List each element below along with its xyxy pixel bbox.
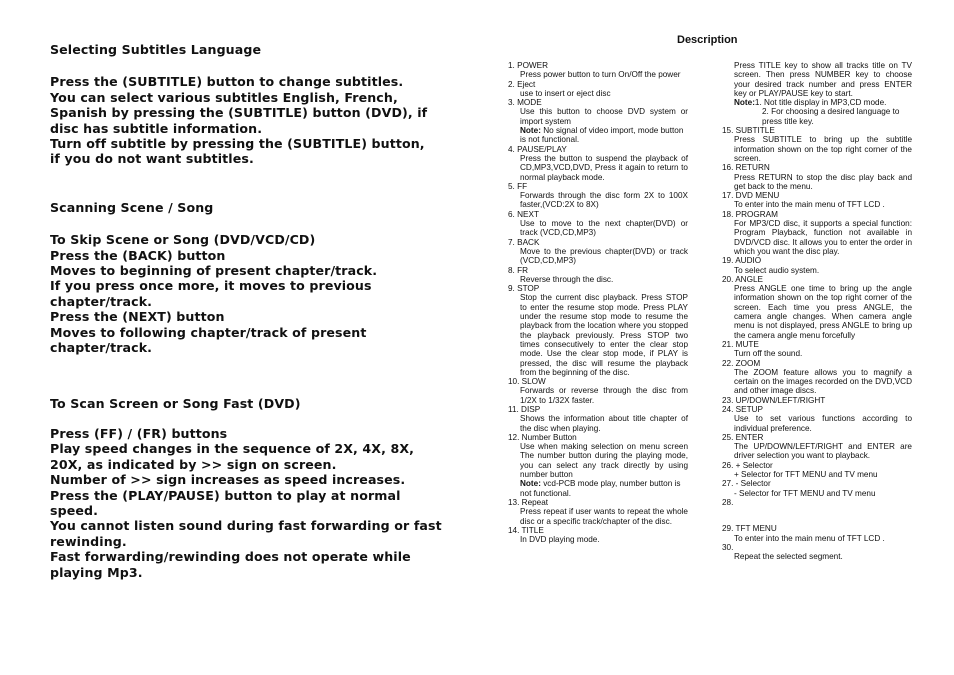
description-item	[722, 396, 912, 405]
description-item	[722, 498, 912, 507]
item-body: Turn off the sound.	[734, 349, 803, 359]
note-text: No signal of video import, mode button is not functional.	[520, 126, 684, 145]
item-heading: 10. SLOW	[508, 377, 546, 387]
note-text: vcd-PCB mode play, number button is not functional.	[520, 479, 681, 498]
item-body: Press power button to turn On/Off the power	[520, 70, 681, 80]
text-line: Press (FF) / (FR) buttons	[50, 425, 228, 441]
item-heading: 6. NEXT	[508, 209, 539, 219]
text-line: playing Mp3.	[50, 564, 143, 580]
description-title: Description	[677, 34, 738, 46]
description-item	[508, 405, 688, 433]
description-item	[722, 461, 912, 480]
item-note	[508, 126, 688, 145]
description-item	[722, 191, 912, 210]
item-body: - Selector for TFT MENU and TV menu	[734, 488, 876, 498]
item-heading: 18. PROGRAM	[722, 209, 778, 219]
item-body: Use to move to the next chapter(DVD) or track (VCD,CD,MP3)	[520, 219, 688, 238]
description-item	[508, 377, 688, 405]
text-line: Number of >> sign increases as speed increases.	[50, 472, 406, 488]
item-heading: 19. AUDIO	[722, 256, 762, 266]
item-heading: 23. UP/DOWN/LEFT/RIGHT	[722, 395, 826, 405]
description-column-2	[722, 61, 912, 561]
description-item	[722, 61, 912, 126]
item-body: Press ANGLE one time to bring up the angle information shown on the top right corner of the screen. Each time you press ANGLE, the camera angle changes. When camera angle menu is not displayed, press ANGLE to bring up the camera angle menu forcefully	[734, 284, 912, 340]
item-body: To select audio system.	[734, 265, 820, 275]
item-heading: 21. MUTE	[722, 339, 759, 349]
description-item	[508, 433, 688, 498]
description-item	[508, 526, 688, 545]
heading-subtitles: Selecting Subtitles Language	[50, 42, 262, 57]
note-text: 1. Not title display in MP3,CD mode.	[754, 98, 887, 108]
description-item	[722, 543, 912, 562]
text-line: chapter/track.	[50, 293, 153, 309]
scan-fast-paragraph	[50, 426, 450, 580]
description-item	[722, 126, 912, 163]
text-line: Press the (BACK) button	[50, 247, 226, 263]
item-heading: 30.	[722, 542, 734, 552]
text-line: rewinding.	[50, 533, 127, 549]
item-heading: 13. Repeat	[508, 497, 549, 507]
item-body: Press the button to suspend the playback of CD,MP3,VCD,DVD, Press it again to return to normal playback mode.	[520, 153, 688, 182]
item-body: use to insert or eject disc	[520, 88, 611, 98]
text-line: Play speed changes in the sequence of 2X, 4X, 8X,	[50, 441, 415, 457]
heading-scanning: Scanning Scene / Song	[50, 199, 214, 215]
item-heading: 29. TFT MENU	[722, 524, 777, 534]
item-body: Use to set various functions according to individual preference.	[734, 414, 912, 433]
item-body: Use this button to choose DVD system or import system	[520, 107, 688, 126]
description-item	[722, 275, 912, 340]
item-body: For MP3/CD disc, it supports a special function: Program Playback, function not available in DVD/VCD disc. It allows you to enter the order in which you want the disc play.	[734, 219, 912, 256]
skip-paragraph	[50, 248, 450, 356]
item-body: To enter into the main menu of TFT LCD .	[734, 533, 885, 543]
text-line: disc has subtitle information.	[50, 120, 263, 136]
text-line: If you press once more, it moves to previous	[50, 278, 372, 294]
text-line: Turn off subtitle by pressing the (SUBTITLE) button,	[50, 136, 425, 152]
item-heading: 14. TITLE	[508, 525, 544, 535]
text-line: Moves to beginning of present chapter/track.	[50, 263, 378, 279]
note-label: Note:	[520, 126, 541, 136]
item-heading: 7. BACK	[508, 237, 540, 247]
description-item	[508, 238, 688, 266]
item-body: To enter into the main menu of TFT LCD .	[734, 200, 885, 210]
text-line: You can select various subtitles English, French,	[50, 89, 398, 105]
text-line: Fast forwarding/rewinding does not operate while	[50, 549, 411, 565]
item-heading: 2. Eject	[508, 79, 536, 89]
text-line: Moves to following chapter/track of present	[50, 324, 367, 340]
item-heading: 12. Number Button	[508, 432, 577, 442]
text-line: You cannot listen sound during fast forwarding or fast	[50, 518, 442, 534]
item-heading: 24. SETUP	[722, 404, 763, 414]
item-note-2: 2. For choosing a desired language to press title key.	[762, 107, 900, 126]
description-item	[722, 479, 912, 498]
item-body: Reverse through the disc.	[520, 274, 614, 284]
item-body: Shows the information about title chapter of the disc when playing.	[520, 414, 688, 433]
description-item	[508, 210, 688, 238]
description-item	[508, 498, 688, 526]
item-note	[508, 479, 688, 498]
text-line: Press the (NEXT) button	[50, 309, 225, 325]
description-item	[722, 433, 912, 461]
item-heading: 9. STOP	[508, 284, 540, 294]
item-body: Press SUBTITLE to bring up the subtitle information shown on the top right corner of the screen.	[734, 135, 912, 163]
description-item	[722, 405, 912, 433]
description-item	[508, 284, 688, 377]
description-item	[722, 524, 912, 543]
description-item	[508, 80, 688, 99]
description-item	[722, 163, 912, 191]
item-heading: 4. PAUSE/PLAY	[508, 144, 567, 154]
text-line: Press the (SUBTITLE) button to change subtitles.	[50, 74, 404, 90]
item-heading: 11. DISP	[508, 404, 541, 414]
subtitles-paragraph	[50, 74, 450, 166]
description-item	[722, 340, 912, 359]
item-body: The ZOOM feature allows you to magnify a certain on the images recorded on the DVD,VCD and other image discs.	[734, 367, 912, 396]
item-note	[722, 98, 912, 107]
item-heading: 5. FF	[508, 181, 528, 191]
item-heading: 15. SUBTITLE	[722, 126, 775, 136]
description-item	[508, 61, 688, 80]
item-heading: 20. ANGLE	[722, 274, 763, 284]
item-body: + Selector for TFT MENU and TV menu	[734, 470, 878, 480]
item-body: Repeat the selected segment.	[734, 552, 843, 562]
item-body: Forwards through the disc form 2X to 100X faster,(VCD:2X to 8X)	[520, 191, 688, 210]
item-body: Press RETURN to stop the disc play back and get back to the menu.	[734, 172, 912, 191]
item-heading: 25. ENTER	[722, 432, 764, 442]
item-heading: 27. - Selector	[722, 479, 771, 489]
left-page	[50, 42, 450, 580]
item-heading: 8. FR	[508, 265, 529, 275]
description-item	[722, 210, 912, 256]
item-heading: 17. DVD MENU	[722, 191, 780, 201]
description-item	[722, 359, 912, 396]
item-body: The UP/DOWN/LEFT/RIGHT and ENTER are driver selection you want to playback.	[734, 442, 912, 461]
item-heading: 3. MODE	[508, 98, 542, 108]
item-body: Move to the previous chapter(DVD) or track (VCD,CD,MP3)	[520, 246, 688, 266]
description-column-1	[508, 61, 688, 544]
item-heading: 16. RETURN	[722, 163, 770, 173]
description-item	[508, 266, 688, 285]
item-heading: 1. POWER	[508, 61, 549, 70]
text-line: 20X, as indicated by >> sign on screen.	[50, 456, 337, 472]
item-body: Press repeat if user wants to repeat the whole disc or a specific track/chapter of the disc.	[520, 507, 688, 526]
text-line: Spanish by pressing the (SUBTITLE) button (DVD), if	[50, 105, 428, 121]
heading-scan-fast: To Scan Screen or Song Fast (DVD)	[50, 395, 301, 411]
item-heading: 22. ZOOM	[722, 358, 761, 368]
text-line: speed.	[50, 502, 98, 518]
text-line: if you do not want subtitles.	[50, 151, 254, 167]
note-label: Note:	[734, 98, 755, 108]
description-item	[508, 145, 688, 182]
item-body: Forwards or reverse through the disc from 1/2X to 1/32X faster.	[520, 386, 688, 405]
item-body: Press TITLE key to show all tracks title on TV screen. Then press NUMBER key to choose your desired track number and press ENTER key or PLAY/PAUSE key to start.	[734, 61, 912, 98]
item-heading: 26. + Selector	[722, 460, 773, 470]
item-body: Use when making selection on menu screen The number button during the playing mode, you can select any track directly by using number button	[520, 442, 688, 480]
note-label: Note:	[520, 479, 541, 489]
item-body: Stop the current disc playback. Press STOP to enter the resume stop mode. Press PLAY under the resume stop mode to resume the playback from the location where you stopped the playback previously. Press STOP two times consecutively to enter the clear stop mode. Use the clear stop mode, if PLAY is pressed, the disc will resume the playback from the beginning of the disc.	[520, 293, 688, 377]
description-item	[508, 98, 688, 144]
item-heading: 28.	[722, 497, 734, 507]
heading-skip: To Skip Scene or Song (DVD/VCD/CD)	[50, 232, 316, 248]
description-item	[722, 256, 912, 275]
description-item	[508, 182, 688, 210]
item-body: In DVD playing mode.	[520, 535, 600, 545]
text-line: chapter/track.	[50, 340, 153, 356]
text-line: Press the (PLAY/PAUSE) button to play at normal	[50, 487, 401, 503]
